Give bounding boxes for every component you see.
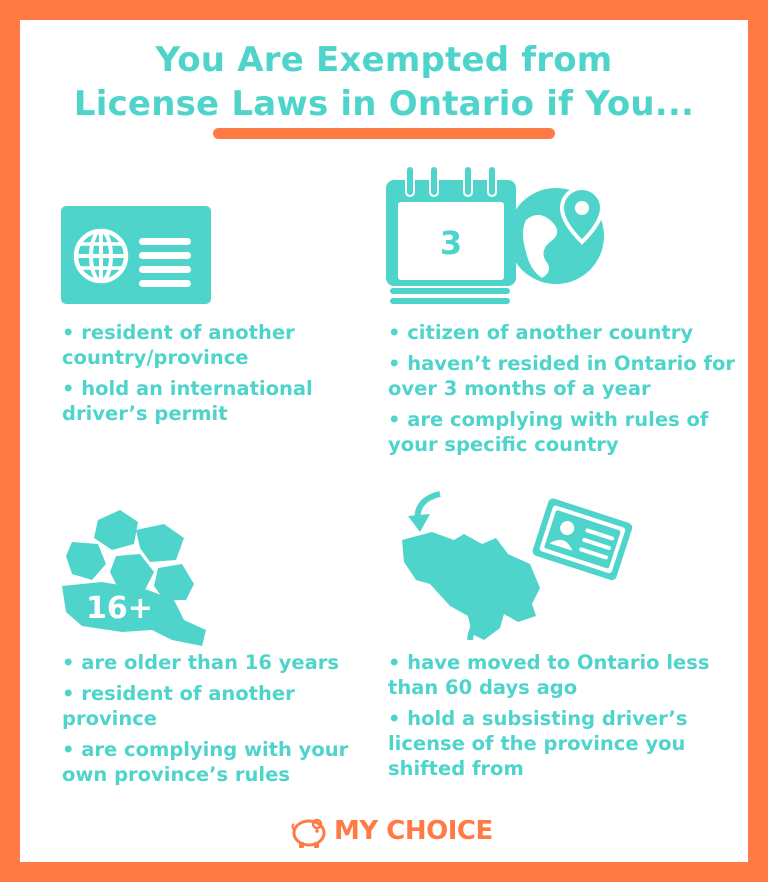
title-line-1: You Are Exempted from	[155, 40, 613, 80]
my-choice-logo	[290, 812, 493, 850]
bullet-older-than-16: • are older than 16 years	[62, 651, 339, 674]
bullets-section-2	[388, 320, 738, 463]
piggy-bank-icon	[290, 812, 328, 850]
bullet-complying-province-rules: • are complying with your own province’s rules	[62, 738, 349, 786]
bullet-resident-another-province: • resident of another province	[62, 682, 295, 730]
calendar-number: 3	[439, 224, 463, 262]
bullet-not-resided-3-months: • haven’t resided in Ontario for over 3 months of a year	[388, 352, 735, 400]
bullet-resident-another-country: • resident of another country/province	[62, 321, 295, 369]
bullets-section-4	[388, 650, 728, 787]
ontario-map-id-card-icon	[398, 480, 638, 650]
bullet-international-permit: • hold an international driver’s permit	[62, 377, 313, 425]
title-underline	[213, 128, 555, 139]
bullet-complying-country-rules: • are complying with rules of your specific country	[388, 408, 709, 456]
logo-text: MY CHOICE	[334, 816, 493, 846]
title-line-2: License Laws in Ontario if You...	[73, 84, 695, 124]
province-map-icon	[60, 490, 210, 650]
calendar-globe-icon	[386, 158, 616, 308]
bullets-section-1	[62, 320, 362, 432]
passport-icon	[61, 206, 211, 304]
bullet-citizen-another-country: • citizen of another country	[388, 321, 694, 344]
infographic-card	[20, 20, 748, 862]
page-title	[20, 38, 748, 126]
age-label: 16+	[86, 591, 153, 626]
bullets-section-3	[62, 650, 382, 793]
bullet-moved-60-days: • have moved to Ontario less than 60 days ago	[388, 651, 710, 699]
bullet-subsisting-license: • hold a subsisting driver’s license of the province you shifted from	[388, 707, 688, 780]
